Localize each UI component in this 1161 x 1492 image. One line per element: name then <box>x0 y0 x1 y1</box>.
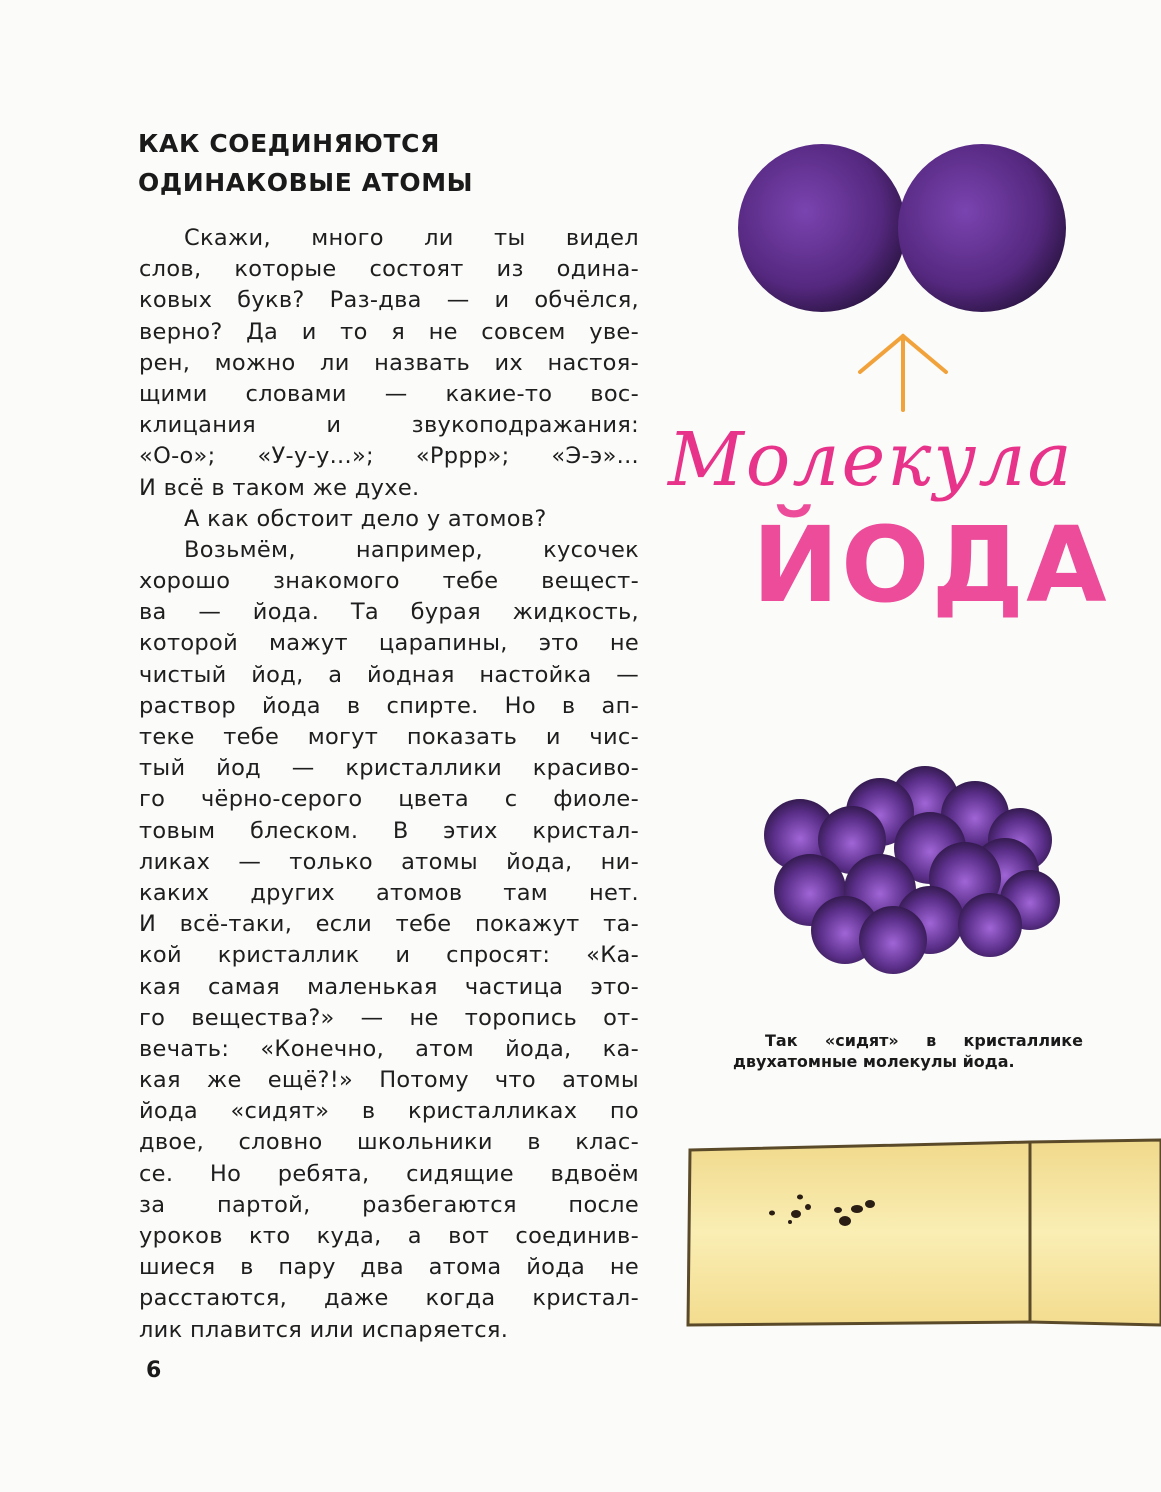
text-line: двое, словно школьники в клас- <box>139 1129 639 1156</box>
text-line: клицания и звукоподражания: <box>139 412 639 439</box>
text-line: расстаются, даже когда кристал- <box>139 1285 639 1312</box>
crystal-caption <box>733 1030 1083 1072</box>
iodine-molecule <box>738 144 1066 312</box>
text-line: щими словами — какие-то вос- <box>139 380 639 407</box>
text-line: вечать: «Конечно, атом йода, ка- <box>139 1035 639 1062</box>
text-line: хорошо знакомого тебе вещест- <box>139 568 639 595</box>
text-line: го чёрно-серого цвета с фиоле- <box>139 786 639 813</box>
text-line: каких других атомов там нет. <box>139 879 639 906</box>
text-line: Скажи, много ли ты видел <box>184 225 639 251</box>
title-line-2: ОДИНАКОВЫЕ АТОМЫ <box>138 168 474 197</box>
text-line: ковых букв? Раз-два — и обчёлся, <box>139 287 639 314</box>
text-line: кая самая маленькая частица это- <box>139 973 639 1000</box>
page-title <box>138 124 658 202</box>
molecule-label-script: Молекула <box>668 417 1074 503</box>
text-line: чистый йод, а йодная настойка — <box>139 661 639 688</box>
text-line: за партой, разбегаются после <box>139 1191 639 1218</box>
iodine-atom-right <box>898 144 1066 312</box>
iodine-label: ЙОДА <box>752 504 1109 626</box>
text-line: И всё в таком же духе. <box>139 474 420 501</box>
body-paragraphs <box>139 223 639 1346</box>
page-number: 6 <box>146 1358 162 1383</box>
text-line: лик плавится или испаряется. <box>139 1316 509 1343</box>
iodine-atom-left <box>738 144 906 312</box>
text-line: го вещества?» — не торопись от- <box>139 1004 639 1031</box>
text-line: кая же ещё?!» Потому что атомы <box>139 1067 639 1094</box>
text-line: А как обстоит дело у атомов? <box>184 505 547 532</box>
text-line: тый йод — кристаллики красиво- <box>139 755 639 782</box>
text-line: теке тебе могут показать и чис- <box>139 724 639 750</box>
text-line: «О-о»; «У-у-у...»; «Рррр»; «Э-э»... <box>139 443 639 470</box>
text-line: которой мажут царапины, это не <box>139 630 639 657</box>
caption-line-2: двухатомные молекулы йода. <box>733 1052 1015 1071</box>
text-line: слов, которые состоят из одина- <box>139 256 639 283</box>
text-line: ва — йода. Та бурая жидкость, <box>139 599 639 626</box>
title-line-1: КАК СОЕДИНЯЮТСЯ <box>138 129 440 158</box>
text-line: уроков кто куда, а вот соединив- <box>139 1223 639 1249</box>
text-line: се. Но ребята, сидящие вдвоём <box>139 1160 639 1187</box>
text-line: кой кристаллик и спросят: «Ка- <box>139 942 639 969</box>
paper-with-crystals <box>688 1140 1161 1325</box>
text-line: ликах — только атомы йода, ни- <box>139 848 639 875</box>
text-line: рен, можно ли назвать их настоя- <box>139 349 639 376</box>
text-line: раствор йода в спирте. Но в ап- <box>139 692 639 719</box>
text-line: Возьмём, например, кусочек <box>184 536 639 563</box>
caption-line-1: Так «сидят» в кристаллике <box>765 1031 1083 1050</box>
arrow-up-icon <box>860 336 946 410</box>
text-line: И всё-таки, если тебе покажут та- <box>139 911 639 938</box>
text-line: товым блеском. В этих кристал- <box>139 817 639 844</box>
text-line: йода «сидят» в кристалликах по <box>139 1098 639 1125</box>
text-line: верно? Да и то я не совсем уве- <box>139 318 639 345</box>
text-line: шиеся в пару два атома йода не <box>139 1254 639 1281</box>
iodine-crystal-cluster <box>764 766 1060 974</box>
